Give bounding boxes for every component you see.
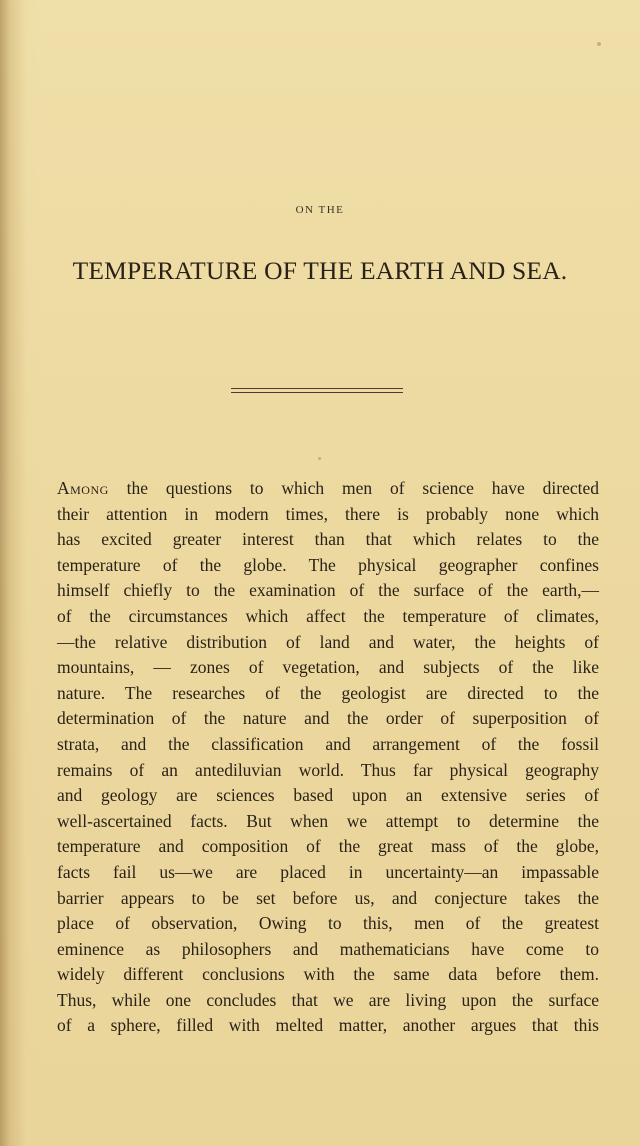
text-line: eminence as philosophers and mathematicians have come to <box>57 938 599 959</box>
text-line: Thus, while one concludes that we are living upon the surface <box>57 989 599 1010</box>
text-line: and geology are sciences based upon an extensive series of <box>57 785 599 806</box>
text-line: facts fail us—we are placed in uncertainty—an impassable <box>57 861 599 882</box>
text-line: place of observation, Owing to this, men of the greatest <box>57 913 599 934</box>
text-line: has excited greater interest than that which relates to the <box>57 529 599 550</box>
page-title: TEMPERATURE OF THE EARTH AND SEA. <box>72 256 568 285</box>
double-rule-bottom <box>231 392 403 393</box>
text-line: widely different conclusions with the same data before them. <box>57 964 599 985</box>
text-line-content: the questions to which men of science have directed <box>108 478 599 498</box>
opening-word: Among <box>57 478 109 498</box>
text-line: temperature and composition of the great mass of the globe, <box>57 836 599 857</box>
text-line: well-ascertained facts. But when we attempt to determine the <box>57 810 599 831</box>
body-paragraph <box>57 476 599 1039</box>
text-line: remains of an antediluvian world. Thus far physical geography <box>57 759 599 780</box>
paper-spot <box>318 457 321 460</box>
text-line: himself chiefly to the examination of the surface of the earth,— <box>57 580 599 601</box>
text-line: determination of the nature and the order of superposition of <box>57 708 599 729</box>
text-line: of the circumstances which affect the temperature of climates, <box>57 605 599 626</box>
text-line: mountains, — zones of vegetation, and subjects of the like <box>57 657 599 678</box>
text-line: their attention in modern times, there is probably none which <box>57 503 599 524</box>
text-line <box>57 476 599 502</box>
text-line: barrier appears to be set before us, and conjecture takes the <box>57 887 599 908</box>
text-line: nature. The researches of the geologist are directed to the <box>57 682 599 703</box>
text-line: of a sphere, filled with melted matter, another argues that this <box>57 1015 599 1036</box>
text-line: strata, and the classification and arrangement of the fossil <box>57 733 599 754</box>
text-line: temperature of the globe. The physical geographer confines <box>57 554 599 575</box>
supertitle: ON THE <box>295 204 345 216</box>
paper-spot <box>597 42 601 46</box>
double-rule-top <box>231 388 403 389</box>
text-line: —the relative distribution of land and water, the heights of <box>57 631 599 652</box>
